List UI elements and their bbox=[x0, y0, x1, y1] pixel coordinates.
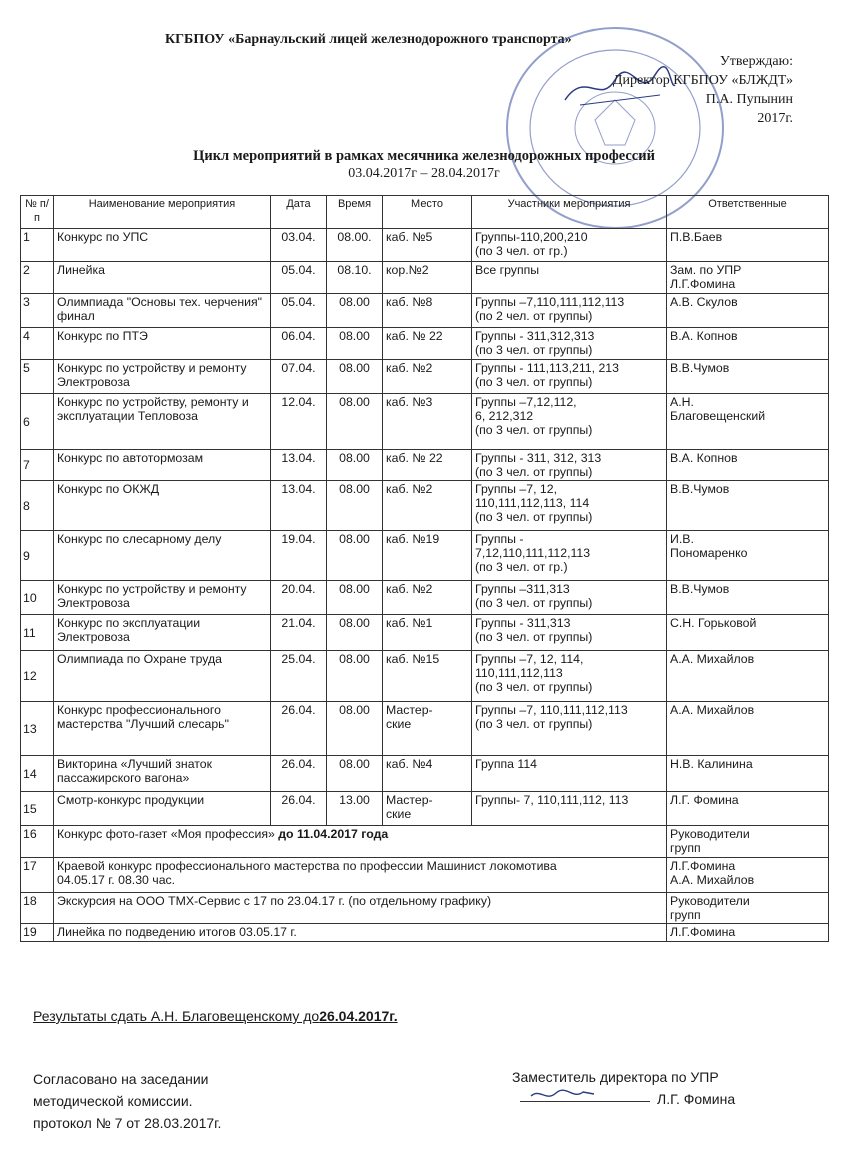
cell-time: 08.00. bbox=[327, 229, 383, 262]
cell-time: 08.00 bbox=[327, 360, 383, 394]
table-row bbox=[21, 858, 829, 893]
table-row bbox=[21, 262, 829, 294]
col-place: Место bbox=[383, 196, 472, 229]
cell-place: каб. №15 bbox=[383, 651, 472, 702]
cell-participants: Группы –7,110,111,112,113 (по 2 чел. от группы) bbox=[472, 294, 667, 328]
cell-responsible: В.В.Чумов bbox=[667, 581, 829, 615]
cell-date: 25.04. bbox=[271, 651, 327, 702]
cell-time: 08.00 bbox=[327, 531, 383, 581]
approve-title: Утверждаю: bbox=[719, 54, 793, 69]
cell-participants: Группы - 311,313 (по 3 чел. от группы) bbox=[472, 615, 667, 651]
cell-responsible: В.А. Копнов bbox=[667, 450, 829, 481]
document-title: Цикл мероприятий в рамках месячника железнодорожных профессий bbox=[193, 148, 655, 164]
table-row bbox=[21, 924, 829, 942]
cell-wide-text bbox=[54, 893, 667, 924]
cell-place: кор.№2 bbox=[383, 262, 472, 294]
events-table bbox=[20, 195, 829, 942]
cell-date: 20.04. bbox=[271, 581, 327, 615]
result-date: 26.04.2017г. bbox=[319, 1008, 398, 1024]
cell-responsible: В.В.Чумов bbox=[667, 481, 829, 531]
col-date: Дата bbox=[271, 196, 327, 229]
cell-responsible: Зам. по УПР Л.Г.Фомина bbox=[667, 262, 829, 294]
cell-responsible: П.В.Баев bbox=[667, 229, 829, 262]
cell-name: Конкурс по ОКЖД bbox=[54, 481, 271, 531]
cell-date: 06.04. bbox=[271, 328, 327, 360]
approve-name: П.А. Пупынин bbox=[705, 92, 793, 107]
cell-wide-text bbox=[54, 826, 667, 858]
cell-num: 18 bbox=[21, 893, 54, 924]
organization-name: КГБПОУ «Барнаульский лицей железнодорожного транспорта» bbox=[165, 32, 572, 47]
cell-participants: Группы –311,313 (по 3 чел. от группы) bbox=[472, 581, 667, 615]
cell-place: каб. №19 bbox=[383, 531, 472, 581]
cell-place: каб. №1 bbox=[383, 615, 472, 651]
cell-num: 2 bbox=[21, 262, 54, 294]
cell-wide-text bbox=[54, 924, 667, 942]
table-row bbox=[21, 756, 829, 792]
cell-num: 4 bbox=[21, 328, 54, 360]
table-row bbox=[21, 615, 829, 651]
cell-participants: Группы- 7, 110,111,112, 113 bbox=[472, 792, 667, 826]
cell-time: 08.00 bbox=[327, 328, 383, 360]
deputy-name: Л.Г. Фомина bbox=[657, 1091, 736, 1107]
cell-date: 19.04. bbox=[271, 531, 327, 581]
table-header-row bbox=[21, 196, 829, 229]
cell-responsible: А.А. Михайлов bbox=[667, 702, 829, 756]
cell-name: Олимпиада "Основы тех. черчения" финал bbox=[54, 294, 271, 328]
cell-date: 21.04. bbox=[271, 615, 327, 651]
cell-num: 16 bbox=[21, 826, 54, 858]
cell-place: каб. № 22 bbox=[383, 328, 472, 360]
wide-text: Линейка по подведению итогов 03.05.17 г. bbox=[57, 925, 297, 939]
cell-responsible: С.Н. Горьковой bbox=[667, 615, 829, 651]
cell-place: каб. № 22 bbox=[383, 450, 472, 481]
cell-time: 08.00 bbox=[327, 702, 383, 756]
col-num: № п/п bbox=[21, 196, 54, 229]
cell-name: Викторина «Лучший знаток пассажирского вагона» bbox=[54, 756, 271, 792]
cell-date: 07.04. bbox=[271, 360, 327, 394]
cell-time: 08.00 bbox=[327, 756, 383, 792]
cell-num: 10 bbox=[21, 581, 54, 615]
cell-responsible: В.В.Чумов bbox=[667, 360, 829, 394]
table-row bbox=[21, 394, 829, 450]
cell-time: 08.00 bbox=[327, 294, 383, 328]
cell-place: каб. №8 bbox=[383, 294, 472, 328]
cell-place: каб. №2 bbox=[383, 581, 472, 615]
cell-time: 08.00 bbox=[327, 651, 383, 702]
table-row bbox=[21, 651, 829, 702]
cell-num: 19 bbox=[21, 924, 54, 942]
cell-time: 08.00 bbox=[327, 394, 383, 450]
cell-responsible: Руководители групп bbox=[667, 826, 829, 858]
cell-num: 11 bbox=[21, 615, 54, 651]
table-row bbox=[21, 581, 829, 615]
cell-name: Конкурс по устройству и ремонту Электровоза bbox=[54, 581, 271, 615]
cell-participants: Группы –7, 12, 110,111,112,113, 114 (по 3 чел. от группы) bbox=[472, 481, 667, 531]
wide-text: Краевой конкурс профессионального мастерства по профессии Машинист локомотива 04.05.17 г. 08.30 час. bbox=[57, 859, 557, 887]
cell-date: 03.04. bbox=[271, 229, 327, 262]
table-row bbox=[21, 450, 829, 481]
cell-name: Конкурс по эксплуатации Электровоза bbox=[54, 615, 271, 651]
table-row bbox=[21, 360, 829, 394]
cell-num: 6 bbox=[21, 394, 54, 450]
wide-text: Экскурсия на ООО ТМХ-Сервис с 17 по 23.04.17 г. (по отдельному графику) bbox=[57, 894, 492, 908]
cell-participants: Группы - 111,113,211, 213 (по 3 чел. от группы) bbox=[472, 360, 667, 394]
cell-participants: Все группы bbox=[472, 262, 667, 294]
cell-participants: Группы –7,12,112, 6, 212,312 (по 3 чел. от группы) bbox=[472, 394, 667, 450]
document-dates: 03.04.2017г – 28.04.2017г bbox=[348, 166, 500, 181]
cell-responsible: А.В. Скулов bbox=[667, 294, 829, 328]
cell-name: Конкурс по устройству и ремонту Электровоза bbox=[54, 360, 271, 394]
deputy-title: Заместитель директора по УПР bbox=[512, 1069, 719, 1085]
cell-time: 08.10. bbox=[327, 262, 383, 294]
cell-responsible: А.Н. Благовещенский bbox=[667, 394, 829, 450]
cell-participants: Группа 114 bbox=[472, 756, 667, 792]
cell-name: Конкурс по ПТЭ bbox=[54, 328, 271, 360]
cell-participants: Группы –7, 12, 114, 110,111,112,113 (по 3 чел. от группы) bbox=[472, 651, 667, 702]
cell-date: 05.04. bbox=[271, 294, 327, 328]
result-text: Результаты сдать А.Н. Благовещенскому до bbox=[33, 1008, 320, 1024]
cell-responsible: Л.Г.Фомина bbox=[667, 924, 829, 942]
cell-responsible: И.В. Пономаренко bbox=[667, 531, 829, 581]
cell-place: каб. №2 bbox=[383, 360, 472, 394]
cell-num: 9 bbox=[21, 531, 54, 581]
cell-date: 12.04. bbox=[271, 394, 327, 450]
table-body bbox=[21, 229, 829, 942]
cell-responsible: Н.В. Калинина bbox=[667, 756, 829, 792]
table-row bbox=[21, 294, 829, 328]
cell-responsible: Л.Г.Фомина А.А. Михайлов bbox=[667, 858, 829, 893]
cell-place: каб. №5 bbox=[383, 229, 472, 262]
cell-participants: Группы-110,200,210 (по 3 чел. от гр.) bbox=[472, 229, 667, 262]
cell-responsible: А.А. Михайлов bbox=[667, 651, 829, 702]
cell-num: 15 bbox=[21, 792, 54, 826]
cell-place: каб. №3 bbox=[383, 394, 472, 450]
cell-name: Конкурс по УПС bbox=[54, 229, 271, 262]
table-row bbox=[21, 481, 829, 531]
cell-num: 14 bbox=[21, 756, 54, 792]
agreed-line3: протокол № 7 от 28.03.2017г. bbox=[33, 1115, 222, 1131]
cell-name: Конкурс по автотормозам bbox=[54, 450, 271, 481]
cell-time: 13.00 bbox=[327, 792, 383, 826]
cell-responsible: В.А. Копнов bbox=[667, 328, 829, 360]
cell-date: 26.04. bbox=[271, 792, 327, 826]
table-row bbox=[21, 792, 829, 826]
cell-num: 5 bbox=[21, 360, 54, 394]
cell-num: 8 bbox=[21, 481, 54, 531]
col-time: Время bbox=[327, 196, 383, 229]
col-participants: Участники мероприятия bbox=[472, 196, 667, 229]
cell-num: 7 bbox=[21, 450, 54, 481]
cell-name: Конкурс по слесарному делу bbox=[54, 531, 271, 581]
cell-num: 17 bbox=[21, 858, 54, 893]
cell-num: 3 bbox=[21, 294, 54, 328]
cell-time: 08.00 bbox=[327, 615, 383, 651]
cell-place: каб. №2 bbox=[383, 481, 472, 531]
agreed-block bbox=[33, 1068, 221, 1134]
approval-block bbox=[613, 52, 793, 128]
agreed-line2: методической комиссии. bbox=[33, 1093, 193, 1109]
cell-wide-text bbox=[54, 858, 667, 893]
agreed-line1: Согласовано на заседании bbox=[33, 1071, 209, 1087]
wide-text-bold: до 11.04.2017 года bbox=[278, 827, 389, 841]
table-row bbox=[21, 328, 829, 360]
cell-date: 05.04. bbox=[271, 262, 327, 294]
cell-participants: Группы - 311, 312, 313 (по 3 чел. от группы) bbox=[472, 450, 667, 481]
cell-name: Конкурс по устройству, ремонту и эксплуатации Тепловоза bbox=[54, 394, 271, 450]
cell-num: 1 bbox=[21, 229, 54, 262]
cell-date: 26.04. bbox=[271, 702, 327, 756]
cell-date: 13.04. bbox=[271, 450, 327, 481]
cell-place: Мастер- ские bbox=[383, 702, 472, 756]
cell-date: 26.04. bbox=[271, 756, 327, 792]
cell-date: 13.04. bbox=[271, 481, 327, 531]
table-row bbox=[21, 826, 829, 858]
cell-responsible: Руководители групп bbox=[667, 893, 829, 924]
result-note bbox=[33, 1008, 398, 1024]
cell-num: 13 bbox=[21, 702, 54, 756]
cell-participants: Группы –7, 110,111,112,113 (по 3 чел. от группы) bbox=[472, 702, 667, 756]
cell-responsible: Л.Г. Фомина bbox=[667, 792, 829, 826]
cell-participants: Группы - 7,12,110,111,112,113 (по 3 чел. от гр.) bbox=[472, 531, 667, 581]
col-name: Наименование мероприятия bbox=[54, 196, 271, 229]
wide-text: Конкурс фото-газет «Моя профессия» bbox=[57, 827, 279, 841]
cell-place: Мастер- ские bbox=[383, 792, 472, 826]
deputy-signature bbox=[528, 1084, 598, 1106]
cell-name: Смотр-конкурс продукции bbox=[54, 792, 271, 826]
cell-name: Линейка bbox=[54, 262, 271, 294]
table-row bbox=[21, 531, 829, 581]
cell-num: 12 bbox=[21, 651, 54, 702]
table-row bbox=[21, 229, 829, 262]
table-row bbox=[21, 702, 829, 756]
cell-time: 08.00 bbox=[327, 481, 383, 531]
table-row bbox=[21, 893, 829, 924]
cell-name: Конкурс профессионального мастерства "Лучший слесарь" bbox=[54, 702, 271, 756]
cell-time: 08.00 bbox=[327, 581, 383, 615]
cell-time: 08.00 bbox=[327, 450, 383, 481]
approve-position: Директор КГБПОУ «БЛЖДТ» bbox=[612, 73, 793, 88]
cell-name: Олимпиада по Охране труда bbox=[54, 651, 271, 702]
cell-participants: Группы - 311,312,313 (по 3 чел. от группы) bbox=[472, 328, 667, 360]
approve-year: 2017г. bbox=[757, 111, 793, 126]
cell-place: каб. №4 bbox=[383, 756, 472, 792]
col-responsible: Ответственные bbox=[667, 196, 829, 229]
